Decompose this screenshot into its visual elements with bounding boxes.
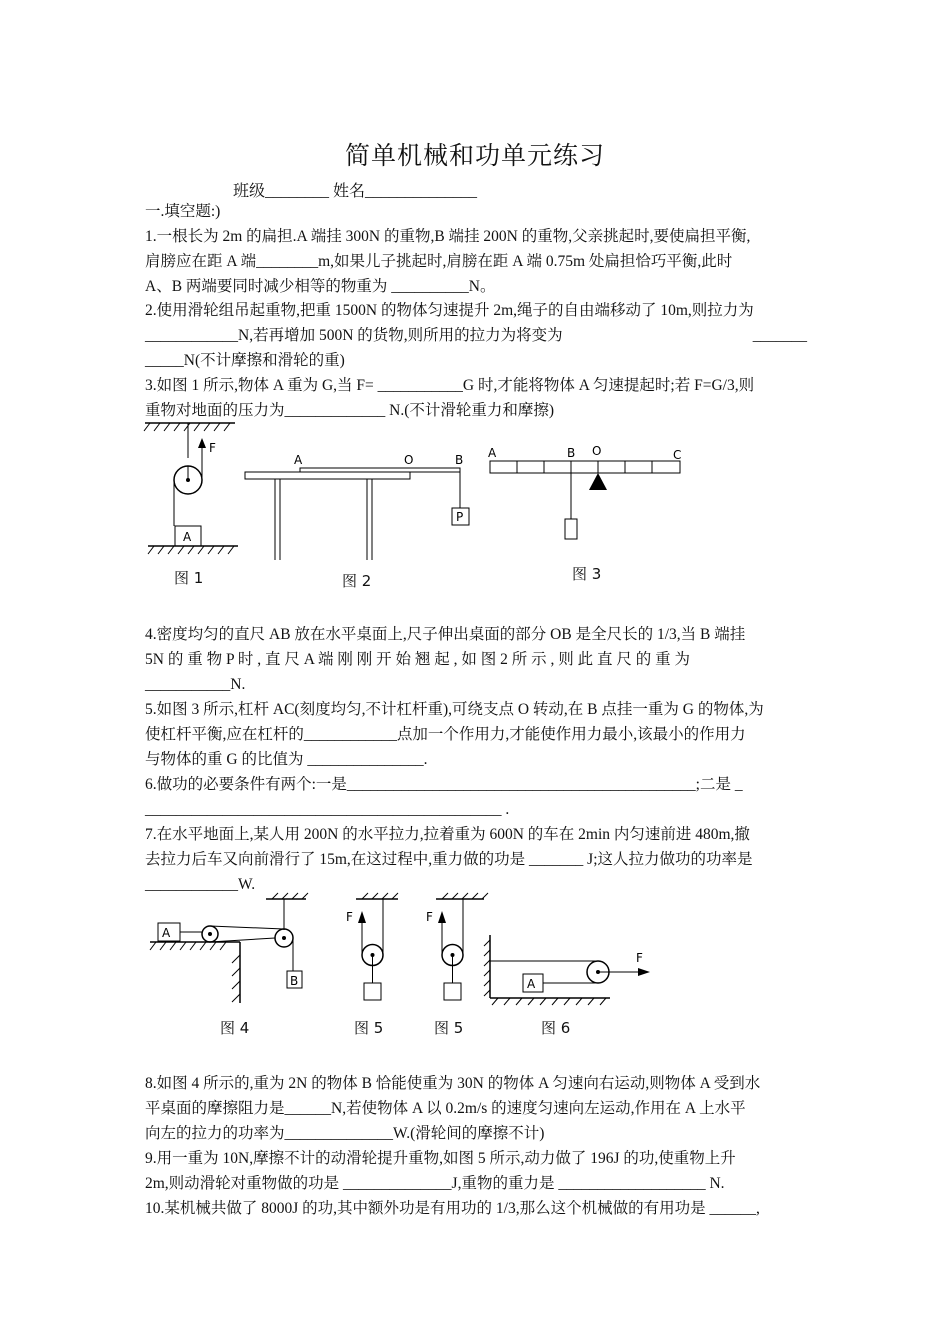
- q6-line: 6.做功的必要条件有两个:一是_____________________________________________;二是 _: [145, 776, 743, 793]
- figure-1-caption: 图 1: [174, 569, 204, 587]
- figure-3-caption: 图 3: [572, 565, 602, 583]
- q1-line: 肩膀应在距 A 端________m,如果儿子挑起时,肩膀在距 A 端 0.75m 处扁担恰巧平衡,此时: [145, 252, 733, 270]
- q4-line: 5N 的 重 物 P 时 , 直 尺 A 端 刚 刚 开 始 翘 起 , 如 图 2 所 示 , 则 此 直 尺 的 重 为: [145, 650, 690, 668]
- q3-line: 3.如图 1 所示,物体 A 重为 G,当 F= ___________G 时,才能将物体 A 匀速提起时;若 F=G/3,则: [145, 377, 755, 394]
- page-title: 简单机械和功单元练习: [344, 143, 605, 170]
- q2-line: [145, 324, 807, 349]
- q10-line: 10.某机械共做了 8000J 的功,其中额外功是有用功的 1/3,那么这个机械做的有用功是 ______,: [145, 1200, 760, 1217]
- figure-5-right: [422, 893, 487, 1008]
- q7-line: 去拉力后车又向前滑行了 15m,在这过程中,重力做的功是 _______ J;这人拉力做功的功率是: [145, 850, 753, 868]
- student-info-line: [233, 178, 477, 201]
- question-10: [145, 1197, 807, 1222]
- lever-o-label: O: [592, 444, 602, 458]
- figure-2: [240, 450, 480, 565]
- weight-p-label: P: [456, 510, 464, 524]
- question-1: [145, 225, 807, 299]
- figure-4: [148, 893, 318, 1008]
- q8-line: 向左的拉力的功率为______________W.(滑轮间的摩擦不计): [145, 1124, 545, 1142]
- figure-3: [485, 445, 695, 550]
- question-9: [145, 1147, 807, 1197]
- class-blank: ________: [265, 183, 330, 200]
- q2-line-blank: _______: [752, 326, 807, 344]
- figure-4-caption: 图 4: [220, 1019, 250, 1037]
- q7-line: ____________W.: [145, 875, 256, 893]
- section-heading: 一.填空题:): [145, 203, 221, 220]
- q4-line: 4.密度均匀的直尺 AB 放在水平桌面上,尺子伸出桌面的部分 OB 是全尺长的 1/3,当 B 端挂: [145, 626, 746, 643]
- lever-a-label: A: [488, 446, 497, 460]
- q3-line: 重物对地面的压力为_____________ N.(不计滑轮重力和摩擦): [145, 401, 555, 419]
- figure-1: [140, 418, 250, 568]
- force-label: F: [636, 951, 643, 965]
- q5-line: 使杠杆平衡,应在杠杆的____________点加一个作用力,才能使作用力最小,该最小的作用力: [145, 725, 746, 743]
- q8-line: 平桌面的摩擦阻力是______N,若使物体 A 以 0.2m/s 的速度匀速向左运动,作用在 A 上水平: [145, 1099, 746, 1117]
- figure-2-caption: 图 2: [342, 572, 372, 590]
- q1-line: 1.一根长为 2m 的扁担.A 端挂 300N 的重物,B 端挂 200N 的重物,父亲挑起时,要使扁担平衡,: [145, 228, 751, 245]
- force-label: F: [346, 910, 353, 924]
- question-6: [145, 773, 807, 823]
- point-b-label: B: [455, 453, 464, 467]
- figure-5-left-caption: 图 5: [354, 1019, 384, 1037]
- q9-line: 2m,则动滑轮对重物做的功是 ______________J,重物的重力是 ___________________ N.: [145, 1174, 725, 1192]
- figure-6-caption: 图 6: [541, 1019, 571, 1037]
- question-4: [145, 623, 807, 697]
- question-7: [145, 823, 807, 897]
- q7-line: 7.在水平地面上,某人用 200N 的水平拉力,拉着重为 600N 的车在 2min 内匀速前进 480m,撤: [145, 826, 750, 843]
- figure-5-left: [342, 893, 402, 1008]
- block-a-label: A: [527, 977, 536, 991]
- figure-5-right-caption: 图 5: [434, 1019, 464, 1037]
- q9-line: 9.用一重为 10N,摩擦不计的动滑轮提升重物,如图 5 所示,动力做了 196J 的功,使重物上升: [145, 1150, 736, 1167]
- point-o-label: O: [404, 453, 414, 467]
- force-label: F: [426, 910, 433, 924]
- question-2: [145, 299, 807, 373]
- lever-b-label: B: [567, 446, 576, 460]
- q5-line: 5.如图 3 所示,杠杆 AC(刻度均匀,不计杠杆重),可绕支点 O 转动,在 B 点挂一重为 G 的物体,为: [145, 701, 764, 718]
- q2-line: _____N(不计摩擦和滑轮的重): [145, 351, 345, 369]
- figure-6: [480, 930, 660, 1005]
- q1-line: A、B 两端要同时减少相等的物重为 __________N。: [145, 277, 496, 295]
- fulcrum: [589, 473, 607, 490]
- force-label: F: [209, 441, 216, 455]
- q8-line: 8.如图 4 所示的,重为 2N 的物体 B 恰能使重为 30N 的物体 A 匀速向右运动,则物体 A 受到水: [145, 1075, 761, 1092]
- block-a-label: A: [162, 926, 171, 940]
- q6-line: ______________________________________________ .: [145, 800, 510, 818]
- weight: [565, 519, 577, 539]
- block-b-label: B: [290, 974, 299, 988]
- point-a-label: A: [294, 453, 303, 467]
- table-top: [245, 472, 410, 479]
- name-label: 姓名: [333, 183, 366, 200]
- block-label: A: [183, 530, 192, 544]
- q5-line: 与物体的重 G 的比值为 _______________.: [145, 750, 428, 768]
- lever-c-label: C: [673, 448, 682, 462]
- name-blank: ______________: [365, 183, 478, 200]
- class-label: 班级: [233, 183, 266, 200]
- question-8: [145, 1072, 807, 1146]
- ruler: [300, 468, 460, 472]
- question-3: [145, 374, 807, 424]
- q2-line-text: ____________N,若再增加 500N 的货物,则所用的拉力为将变为: [145, 326, 563, 344]
- q2-line: 2.使用滑轮组吊起重物,把重 1500N 的物体匀速提升 2m,绳子的自由端移动了 10m,则拉力为: [145, 302, 754, 319]
- weight: [364, 983, 381, 1000]
- question-5: [145, 698, 807, 772]
- weight: [444, 983, 461, 1000]
- q4-line: ___________N.: [145, 675, 246, 693]
